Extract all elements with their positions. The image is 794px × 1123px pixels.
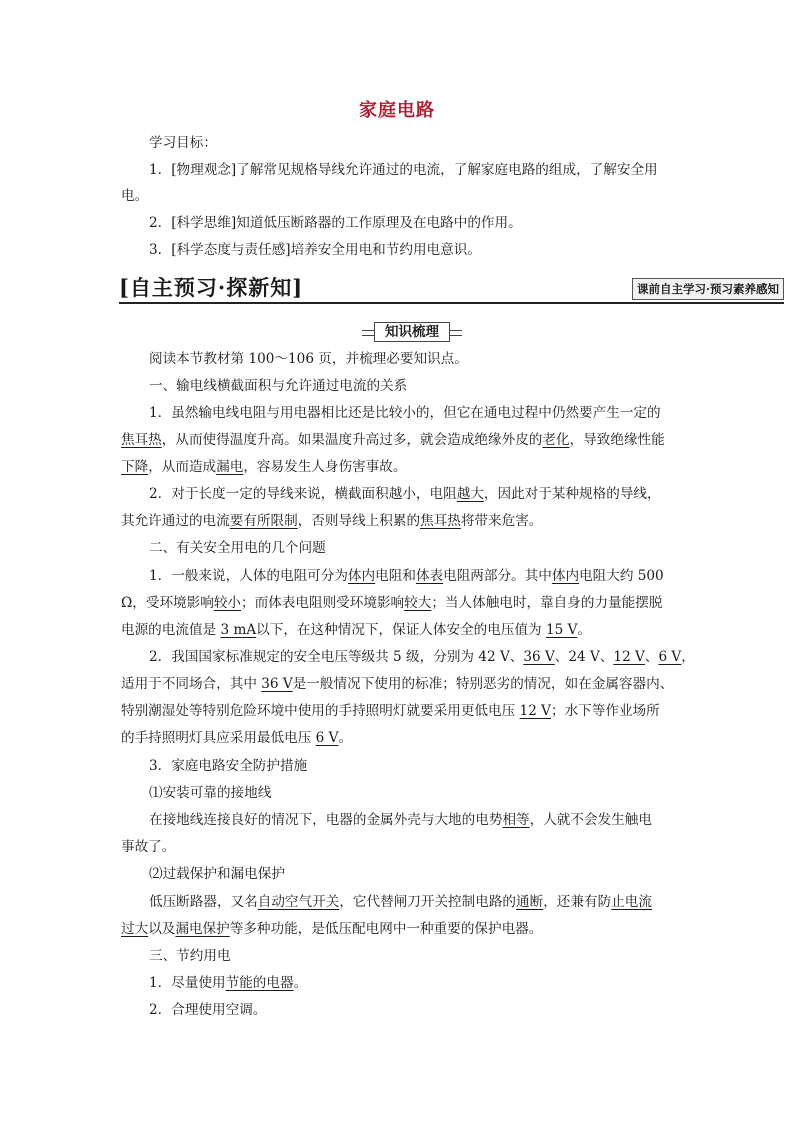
blank-answer: 相等 [502,812,530,828]
blank-answer: 体内 [347,568,376,584]
blank-answer: 12 V [519,703,551,719]
blank-answer: 自动空气开关 [257,894,340,910]
objective-3: 3．[科学态度与责任感]培养安全用电和节约用电意识。 [149,242,481,258]
text-run: 以及 [148,921,176,937]
text-run: 2．对于长度一定的导线来说，横截面积越小，电阻 [149,486,457,502]
knowledge-label: 知识梳理 [374,322,450,342]
text-run: 1．一般来说，人体的电阻可分为 [149,568,348,584]
page-title: 家庭电路 [359,100,435,121]
part3-item2: 2．合理使用空调。 [149,1002,267,1018]
text-run: 低压断路器，又名 [149,894,258,910]
part2-p1-line1 [149,567,664,585]
text-run: 。 [577,622,591,638]
text-run: 的手持照明灯具应采用最低电压 [121,730,316,746]
blank-answer: 6 V [315,730,339,746]
text-run: ，否则导线上积累的 [297,513,421,529]
blank-answer: 节能的电器 [225,975,294,991]
objectives-heading: 学习目标： [149,135,217,151]
objective-1-cont: 电。 [121,188,149,204]
text-run: 。 [338,730,353,746]
blank-answer: 体表 [415,568,444,584]
section-header [119,272,784,304]
part2-p3a-heading: ⑴安装可靠的接地线 [149,785,272,801]
text-run: ，因此对于某种规格的导线， [483,486,661,502]
part2-p2-line3 [121,702,660,720]
part2-p3b-line1 [149,893,652,911]
text-run: ，容易发生人身伤害事故。 [243,459,407,475]
part1-p1-line1: 1．虽然输电线电阻与用电器相比还是比较小的，但它在通电过程中仍然要产生一定的 [149,405,661,421]
blank-answer: 通断 [516,894,544,910]
part1-p2-line1 [149,485,661,503]
blank-answer: 6 V [658,649,682,665]
part2-p3b-heading: ⑵过载保护和漏电保护 [149,866,285,882]
text-run: 、24 V、 [554,649,614,665]
part2-p2-line4 [121,729,352,747]
blank-answer: 过大 [121,921,149,937]
blank-answer: 36 V [261,676,293,692]
part2-p3a-line2: 事故了。 [121,839,176,855]
text-run: 电阻大约 500 [579,568,664,584]
blank-answer: 漏电保护 [175,921,230,937]
text-run: ，还兼有防 [543,894,612,910]
part2-p3-heading: 3．家庭电路安全防护措施 [149,758,308,774]
text-run: ， [681,649,695,665]
text-run: ，从而造成 [148,459,217,475]
blank-answer: 焦耳热 [420,513,461,529]
text-run: ；水下等作业场所 [550,703,660,719]
text-run: Ω，受环境影响 [121,595,214,611]
blank-answer: 越大 [456,486,484,502]
text-run: 2．我国国家标准规定的安全电压等级共 5 级，分别为 42 V、 [149,649,524,665]
text-run: 其允许通过的电流 [121,513,230,529]
text-run: ，导致绝缘性能 [569,432,665,448]
part3-item1 [149,974,307,992]
part1-heading: 一、输电线横截面积与允许通过电流的关系 [149,378,408,394]
text-run: 适用于不同场合，其中 [121,676,262,692]
objective-2: 2．[科学思维]知道低压断路器的工作原理及在电路中的作用。 [149,215,522,231]
part2-p2-line2 [121,675,673,693]
text-run: ；而体表电阻则受环境影响 [241,595,405,611]
knowledge-label-banner [362,322,462,342]
blank-answer: 较小 [213,595,242,611]
text-run: 等多种功能，是低压配电网中一种重要的保护电器。 [229,921,543,937]
part2-heading: 二、有关安全用电的几个问题 [149,540,326,556]
text-run: ，人就不会发生触电 [529,812,652,828]
blank-answer: 焦耳热 [121,432,162,448]
part1-p1-line3 [121,458,406,476]
text-run: 在接地线连接良好的情况下，电器的金属外壳与大地的电势 [149,812,503,828]
text-run: ，它代替闸刀开关控制电路的 [339,894,517,910]
blank-answer: 老化 [542,432,570,448]
blank-answer: 较大 [404,595,432,611]
section-title: [自主预习·探新知] [119,275,304,300]
part2-p1-line3 [121,621,591,639]
text-run: 1．尽量使用 [149,975,226,991]
blank-answer: 下降 [121,459,149,475]
intro-text: 阅读本节教材第 100～106 页，并梳理必要知识点。 [149,351,468,367]
text-run: ，从而使得温度升高。如果温度升高过多，就会造成绝缘外皮的 [161,432,543,448]
text-run: 特别潮湿处等特别危险环境中使用的手持照明灯就要采用更低电压 [121,703,520,719]
text-run: 、 [644,649,659,665]
text-run: 是一般情况下使用的标准；特别恶劣的情况，如在金属容器内、 [292,676,674,692]
blank-answer: 15 V [545,622,578,638]
blank-answer: 体内 [551,568,580,584]
blank-answer: 36 V [523,649,555,665]
text-run: 电源的电流值是 [121,622,221,638]
blank-answer: 3 mA [220,622,257,638]
part2-p3b-line2 [121,920,542,938]
text-run: 将带来危害。 [460,513,543,529]
objective-1: 1．[物理观念]了解常见规格导线允许通过的电流，了解家庭电路的组成，了解安全用 [149,162,658,178]
blank-answer: 要有所限制 [229,513,298,529]
blank-answer: 止电流 [611,894,652,910]
text-run: 电阻两部分。其中 [443,568,552,584]
text-run: 电阻和 [375,568,416,584]
text-run: ；当人体触电时，靠自身的力量能摆脱 [431,595,663,611]
text-run: 。 [293,975,308,991]
part3-heading: 三、节约用电 [149,948,231,964]
part2-p3a-line1 [149,811,652,829]
part1-p1-line2 [121,431,665,449]
part2-p2-line1 [149,648,695,666]
blank-answer: 漏电 [216,459,244,475]
section-tag: 课前自主学习·预习素养感知 [632,278,784,300]
part1-p2-line2 [121,512,542,530]
part2-p1-line2 [121,594,662,612]
text-run: 以下，在这种情况下，保证人体安全的电压值为 [256,622,546,638]
blank-answer: 12 V [613,649,645,665]
